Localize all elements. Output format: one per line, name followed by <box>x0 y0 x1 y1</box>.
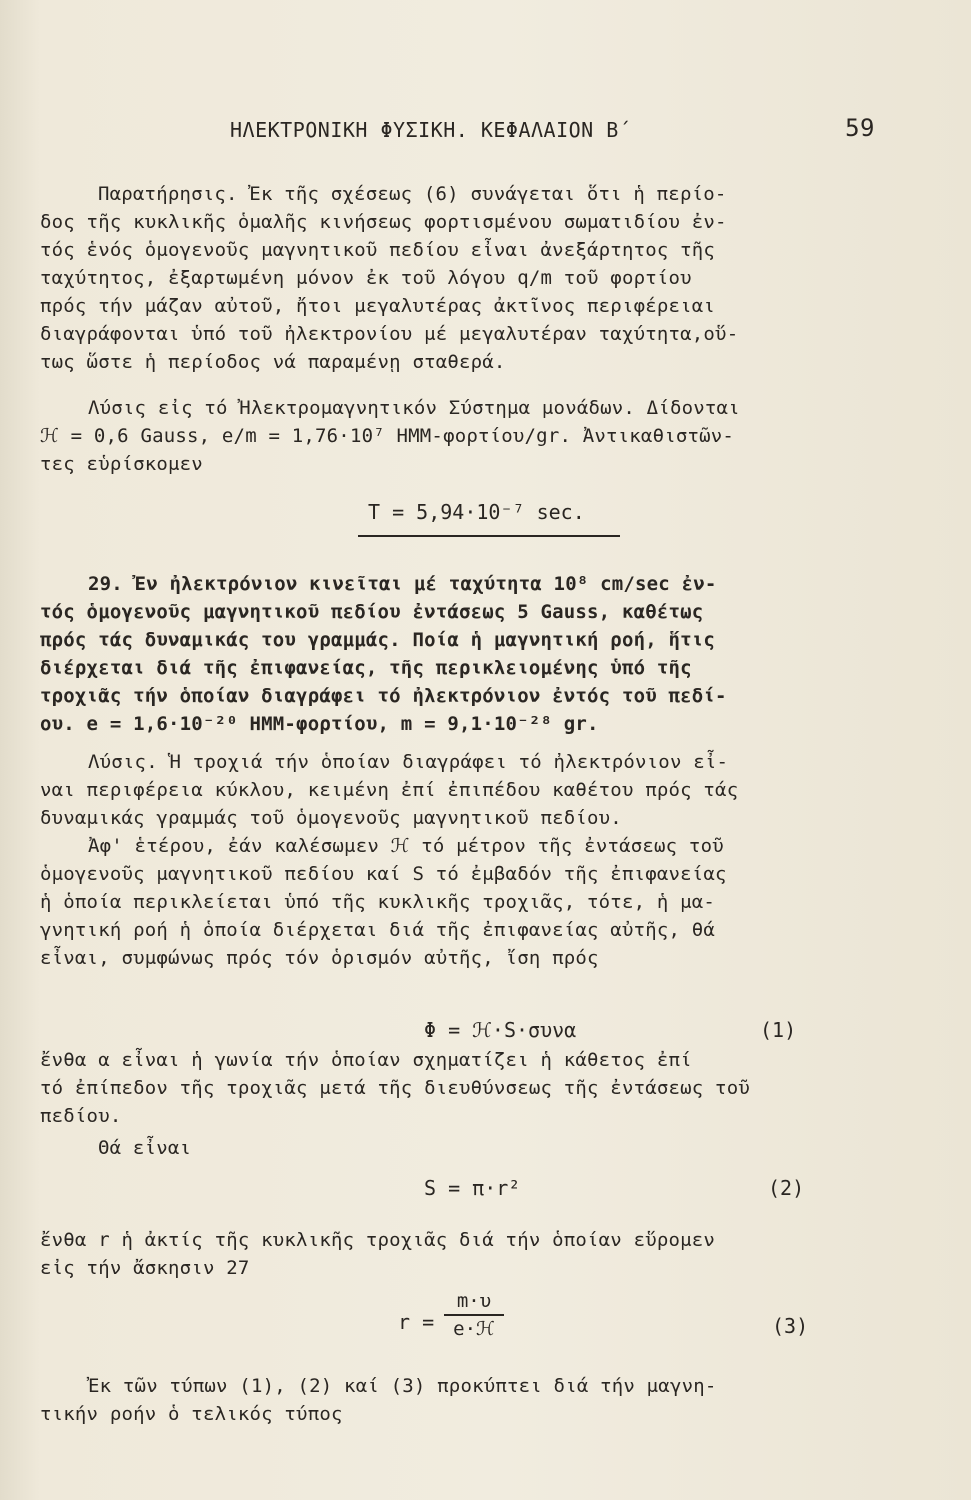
tha-einai <box>40 1134 888 1162</box>
after-eq2-paragraph <box>40 1226 888 1282</box>
text-line: πεδίου. <box>40 1105 122 1127</box>
fraction-numerator: m·υ <box>456 1290 492 1312</box>
text-line: ὁμογενοῦς μαγνητικοῦ πεδίου καί S τό ἐμβαδόν τῆς ἐπιφανείας <box>40 863 727 885</box>
text-line: Ἀφ' ἑτέρου, ἐάν καλέσωμεν ℋ τό μέτρον τῆς ἐντάσεως τοῦ <box>88 835 724 857</box>
equation-2: S = π·r² <box>424 1176 521 1200</box>
text-line: 29. Ἐν ἠλεκτρόνιον κινεῖται μέ ταχύτητα 10⁸ cm/sec ἐν- <box>88 573 717 595</box>
equation-3-fraction <box>444 1290 504 1340</box>
page-number: 59 <box>845 114 875 142</box>
text-line: ἔνθα r ἡ ἀκτίς τῆς κυκλικῆς τροχιᾶς διά τήν ὁποίαν εὕρομεν <box>40 1229 716 1251</box>
text-line: ἔνθα α εἶναι ἡ γωνία τήν ὁποίαν σχηματίζει ἡ κάθετος ἐπί <box>40 1049 692 1071</box>
equation-2-number: (2) <box>768 1176 805 1200</box>
text-line: Παρατήρησις. Ἐκ τῆς σχέσεως (6) συνάγεται ὅτι ἡ περίο- <box>98 183 727 205</box>
text-line: ναι περιφέρεια κύκλου, κειμένη ἐπί ἐπιπέδου καθέτου πρός τάς <box>40 779 739 801</box>
solution1-paragraph <box>40 394 888 478</box>
problem-29 <box>40 570 888 738</box>
solution2-paragraph <box>40 748 888 972</box>
text-line: Ἐκ τῶν τύπων (1), (2) καί (3) προκύπτει διά τήν μαγνη- <box>88 1375 717 1397</box>
equation-3-number: (3) <box>772 1314 809 1338</box>
text-line: τός ὁμογενοῦς μαγνητικοῦ πεδίου ἐντάσεως 5 Gauss, καθέτως <box>40 601 704 623</box>
text-line: ℋ = 0,6 Gauss, e/m = 1,76·10⁷ ΗΜΜ-φορτίου/gr. Ἀντικαθιστῶν- <box>40 425 735 447</box>
text-line: εἶναι, συμφώνως πρός τόν ὁρισμόν αὐτῆς, ἴση πρός <box>40 947 599 969</box>
equation-3-lhs: r = <box>398 1310 435 1334</box>
text-line: τό ἐπίπεδον τῆς τροχιᾶς μετά τῆς διευθύνσεως τῆς ἐντάσεως τοῦ <box>40 1077 750 1099</box>
text-line: διέρχεται διά τῆς ἐπιφανείας, τῆς περικλειομένης ὑπό τῆς <box>40 657 692 679</box>
text-line: Θά εἶναι <box>98 1137 192 1159</box>
text-line: Λύσις εἰς τό Ἠλεκτρομαγνητικόν Σύστημα μονάδων. Δίδονται <box>88 397 740 419</box>
fraction-bar <box>444 1314 504 1316</box>
fraction-denominator: e·ℋ <box>453 1317 495 1340</box>
text-line: Λύσις. Ἡ τροχιά τήν ὁποίαν διαγράφει τό ἠλεκτρόνιον εἶ- <box>88 751 729 773</box>
equation-1-number: (1) <box>760 1018 797 1042</box>
text-line: πρός τάς δυναμικάς του γραμμάς. Ποία ἡ μαγνητική ροή, ἥτις <box>40 629 716 651</box>
text-line: δος τῆς κυκλικῆς ὁμαλῆς κινήσεως φορτισμένου σωματιδίου ἐν- <box>40 211 727 233</box>
text-line: διαγράφονται ὑπό τοῦ ἠλεκτρονίου μέ μεγαλυτέραν ταχύτητα,οὕ- <box>40 323 739 345</box>
text-line: εἰς τήν ἄσκησιν 27 <box>40 1257 250 1279</box>
text-line: τικήν ροήν ὁ τελικός τύπος <box>40 1403 343 1425</box>
text-line: δυναμικάς γραμμάς τοῦ ὁμογενοῦς μαγνητικοῦ πεδίου. <box>40 807 622 829</box>
text-line: ταχύτητος, ἐξαρτωμένη μόνον ἐκ τοῦ λόγου q/m τοῦ φορτίου <box>40 267 692 289</box>
result-underline <box>358 535 620 537</box>
result-period: T = 5,94·10⁻⁷ sec. <box>368 500 585 524</box>
text-line: γνητική ροή ἡ ὁποία διέρχεται διά τῆς ἐπιφανείας αὐτῆς, θά <box>40 919 716 941</box>
text-line: τες εὑρίσκομεν <box>40 453 203 475</box>
after-eq1-paragraph <box>40 1046 888 1130</box>
equation-1: Φ = ℋ·S·συνα <box>424 1018 577 1042</box>
observation-paragraph <box>40 180 888 376</box>
text-line: πρός τήν μάζαν αὐτοῦ, ἤτοι μεγαλυτέρας ἀκτῖνος περιφέρειαι <box>40 295 716 317</box>
text-line: ου. e = 1,6·10⁻²⁰ ΗΜΜ-φορτίου, m = 9,1·10⁻²⁸ gr. <box>40 713 599 735</box>
running-title: ΗΛΕΚΤΡΟΝΙΚΗ ΦΥΣΙΚΗ. ΚΕΦΑΛΑΙΟΝ Β΄ <box>230 118 632 142</box>
text-line: τός ἑνός ὁμογενοῦς μαγνητικοῦ πεδίου εἶναι ἀνεξάρτητος τῆς <box>40 239 716 261</box>
text-line: τως ὥστε ἡ περίοδος νά παραμένῃ σταθερά. <box>40 351 506 373</box>
text-line: τροχιᾶς τήν ὁποίαν διαγράφει τό ἠλεκτρόνιον ἐντός τοῦ πεδί- <box>40 685 727 707</box>
final-paragraph <box>40 1372 888 1428</box>
text-line: ἡ ὁποία περικλείεται ὑπό τῆς κυκλικῆς τροχιᾶς, τότε, ἡ μα- <box>40 891 716 913</box>
